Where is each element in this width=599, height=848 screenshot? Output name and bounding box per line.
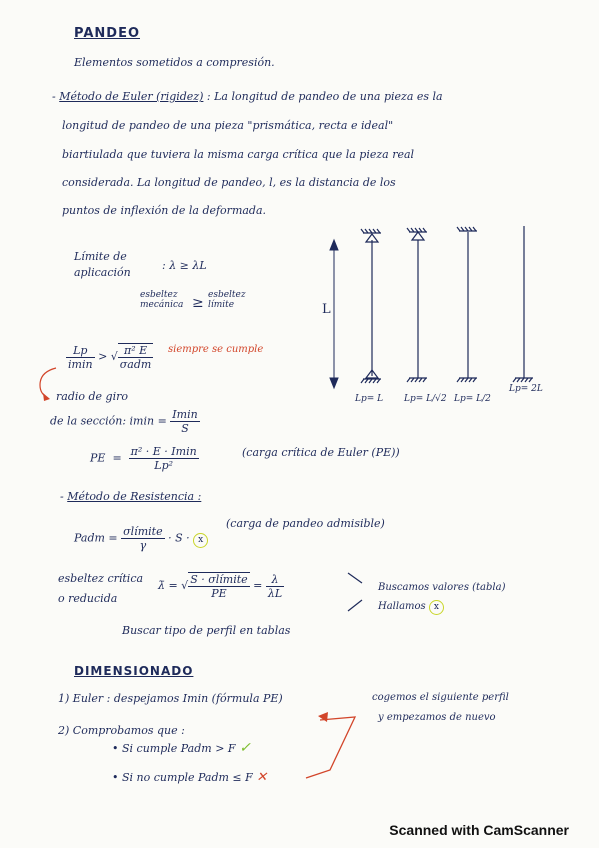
ratio-formula: $\frac{Lp}{imin}$ > √ $\frac{\text{π² E}}{\text{σadm}}$ <box>68 343 152 371</box>
cross-icon: ✕ <box>256 770 268 785</box>
dim-step-1: 1) Euler : despejamos Imin (fórmula PE) <box>58 692 283 705</box>
limite-condition: : λ ≥ λL <box>162 259 207 272</box>
euler-heading: Método de Euler (rigidez) <box>59 90 204 103</box>
check-icon: ✓ <box>239 740 251 756</box>
padm-formula: Padm = $\frac{\text{σlímite}}{\gamma}$ · S · x <box>74 525 208 552</box>
euler-line-1: - Método de Euler (rigidez) : La longitud de pandeo de una pieza es la <box>52 90 443 103</box>
footer-watermark: Scanned with CamScanner <box>389 822 569 838</box>
pe-formula: PE = $\frac{\text{π² · E · Imin}}{\text{Lp²}}$ <box>90 445 197 472</box>
ratio-note: siempre se cumple <box>168 344 264 355</box>
radio-giro-label: radio de giro <box>56 390 128 403</box>
esbeltez-label-1: esbeltez crítica <box>58 572 144 585</box>
euler-line-4: considerada. La longitud de pandeo, l, es la distancia de los <box>62 176 396 189</box>
x-circled: x <box>193 533 208 548</box>
radio-giro-formula: de la sección: imin = $\frac{Imin}{S}$ <box>50 408 198 435</box>
page-title: PANDEO <box>74 26 140 41</box>
hallamos: Hallamos x <box>378 600 444 615</box>
red-curve-arrow <box>40 368 56 398</box>
length-label: L <box>322 302 331 317</box>
siguiente-perfil: cogemos el siguiente perfil <box>372 692 509 703</box>
limite-label-2: aplicación <box>74 266 131 279</box>
resistencia-heading: - Método de Resistencia : <box>60 490 202 503</box>
column-pinned-fixed <box>407 228 427 382</box>
esbeltez-label-2: o reducida <box>58 592 118 605</box>
dim-bullet-1: • Si cumple Padm > F ✓ <box>112 740 251 756</box>
subtitle: Elementos sometidos a compresión. <box>74 56 275 69</box>
buscar-perfil: Buscar tipo de perfil en tablas <box>122 624 291 637</box>
empezamos-nuevo: y empezamos de nuevo <box>378 712 496 723</box>
esbeltez-limite: esbeltez límite <box>208 290 246 310</box>
ge-symbol: ≥ <box>192 295 204 311</box>
pe-note: (carga crítica de Euler (PE)) <box>242 446 400 459</box>
caption-pinned-fixed: Lp= L/√2 <box>404 394 447 404</box>
column-fixed-fixed <box>457 227 477 382</box>
euler-line-3: biartiulada que tuviera la misma carga crítica que la pieza real <box>62 148 415 161</box>
caption-pinned-pinned: Lp= L <box>355 394 384 404</box>
lambda-reducida-formula: λ̄ = √ $\frac{\text{S · σlímite}}{PE}$ = $\frac{\lambda}{\lambda L}$ <box>158 572 283 600</box>
buscamos-valores: Buscamos valores (tabla) <box>378 582 506 593</box>
dim-step-2: 2) Comprobamos que : <box>58 724 185 737</box>
column-pinned-pinned <box>361 229 381 383</box>
length-dimension-arrow <box>330 240 338 388</box>
euler-line-2: longitud de pandeo de una pieza "prismática, recta e ideal" <box>62 119 394 132</box>
column-free-fixed <box>513 226 533 382</box>
red-loop-arrow <box>306 717 355 778</box>
dimensionado-heading: DIMENSIONADO <box>74 664 194 678</box>
euler-text: : La longitud de pandeo de una pieza es la <box>206 90 443 103</box>
caption-free-fixed: Lp= 2L <box>509 384 543 394</box>
caption-fixed-fixed: Lp= L/2 <box>454 394 491 404</box>
esbeltez-mecanica: esbeltez mecánica <box>140 290 184 310</box>
limite-label-1: Límite de <box>74 250 127 263</box>
padm-note: (carga de pandeo admisible) <box>226 517 385 530</box>
dim-bullet-2: • Si no cumple Padm ≤ F ✕ <box>112 770 268 785</box>
euler-line-5: puntos de inflexión de la deformada. <box>62 204 267 217</box>
